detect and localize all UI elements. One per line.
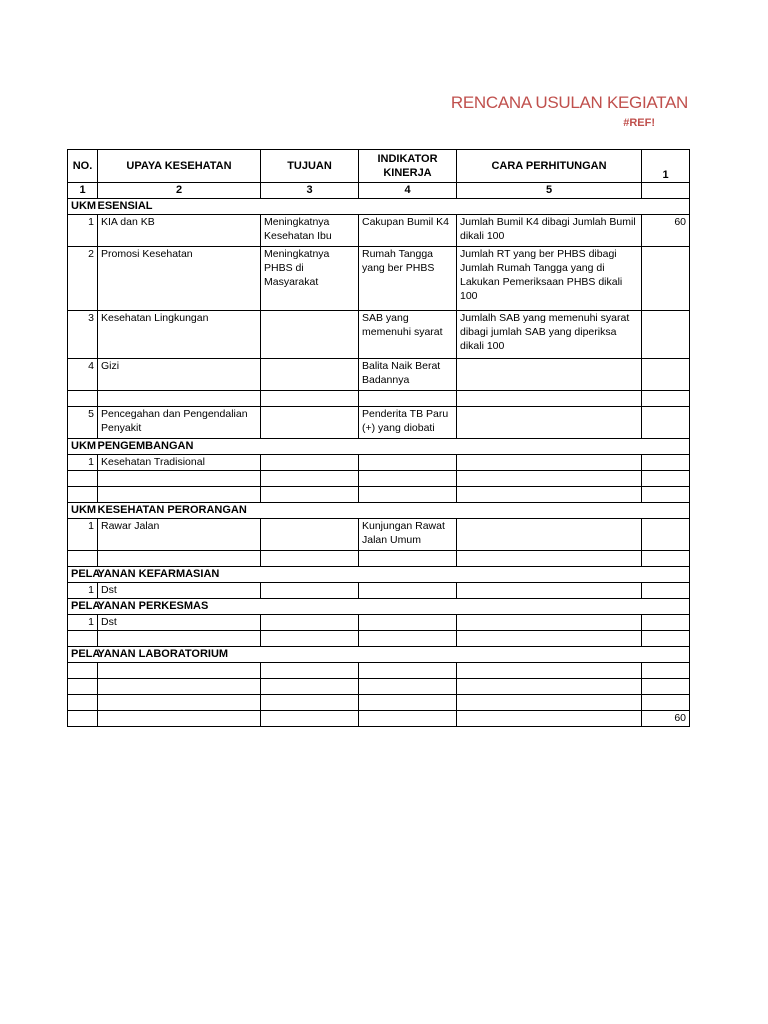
section-kefarmasian: PELA YANAN KEFARMASIAN <box>68 567 690 583</box>
empty-row <box>68 695 690 711</box>
header-cara: CARA PERHITUNGAN <box>457 150 642 183</box>
column-number-row <box>68 183 690 199</box>
section-laboratorium: PELA YANAN LABORATORIUM <box>68 647 690 663</box>
colnum-2: 2 <box>98 183 261 199</box>
header-no: NO. <box>68 150 98 183</box>
table-row: 1 KIA dan KB Meningkatnya Kesehatan Ibu Cakupan Bumil K4 Jumlah Bumil K4 dibagi Jumlah Bumil dikali 100 60 <box>68 215 690 247</box>
section-ukm-pengembangan: UKM PENGEMBANGAN <box>68 439 690 455</box>
page-title: RENCANA USULAN KEGIATAN <box>450 93 688 112</box>
empty-row <box>68 471 690 487</box>
section-ukm-esensial: UKM ESENSIAL <box>68 199 690 215</box>
header-extra: 1 <box>642 150 690 183</box>
empty-row <box>68 551 690 567</box>
header-tujuan: TUJUAN <box>261 150 359 183</box>
total-value: 60 <box>642 711 690 727</box>
empty-row <box>68 391 690 407</box>
activity-plan-table <box>67 149 690 727</box>
table-row: 4 Gizi Balita Naik Berat Badannya <box>68 359 690 391</box>
colnum-4: 4 <box>359 183 457 199</box>
colnum-3: 3 <box>261 183 359 199</box>
colnum-1: 1 <box>68 183 98 199</box>
colnum-5: 5 <box>457 183 642 199</box>
header-row <box>68 150 690 183</box>
table-row: 1 Dst <box>68 583 690 599</box>
empty-row <box>68 663 690 679</box>
header-upaya: UPAYA KESEHATAN <box>98 150 261 183</box>
table-row: 1 Kesehatan Tradisional <box>68 455 690 471</box>
total-row <box>68 711 690 727</box>
ref-error-subtitle: #REF! <box>623 117 655 129</box>
section-perkesmas: PELA YANAN PERKESMAS <box>68 599 690 615</box>
colnum-extra <box>642 183 690 199</box>
table-row: 1 Dst <box>68 615 690 631</box>
empty-row <box>68 631 690 647</box>
table-row: 3 Kesehatan Lingkungan SAB yang memenuhi syarat Jumlalh SAB yang memenuhi syarat dibagi jumlah SAB yang diperiksa dikali 100 <box>68 311 690 359</box>
table-row: 2 Promosi Kesehatan Meningkatnya PHBS di Masyarakat Rumah Tangga yang ber PHBS Jumlah RT yang ber PHBS dibagi Jumlah Rumah Tangga yang di Lakukan Pemeriksaan PHBS dikali 100 <box>68 247 690 311</box>
section-ukm-perorangan: UKM KESEHATAN PERORANGAN <box>68 503 690 519</box>
empty-row <box>68 679 690 695</box>
table-row: 5 Pencegahan dan Pengendalian Penyakit Penderita TB Paru (+) yang diobati <box>68 407 690 439</box>
table-row: 1 Rawar Jalan Kunjungan Rawat Jalan Umum <box>68 519 690 551</box>
header-indikator: INDIKATOR KINERJA <box>359 150 457 183</box>
empty-row <box>68 487 690 503</box>
